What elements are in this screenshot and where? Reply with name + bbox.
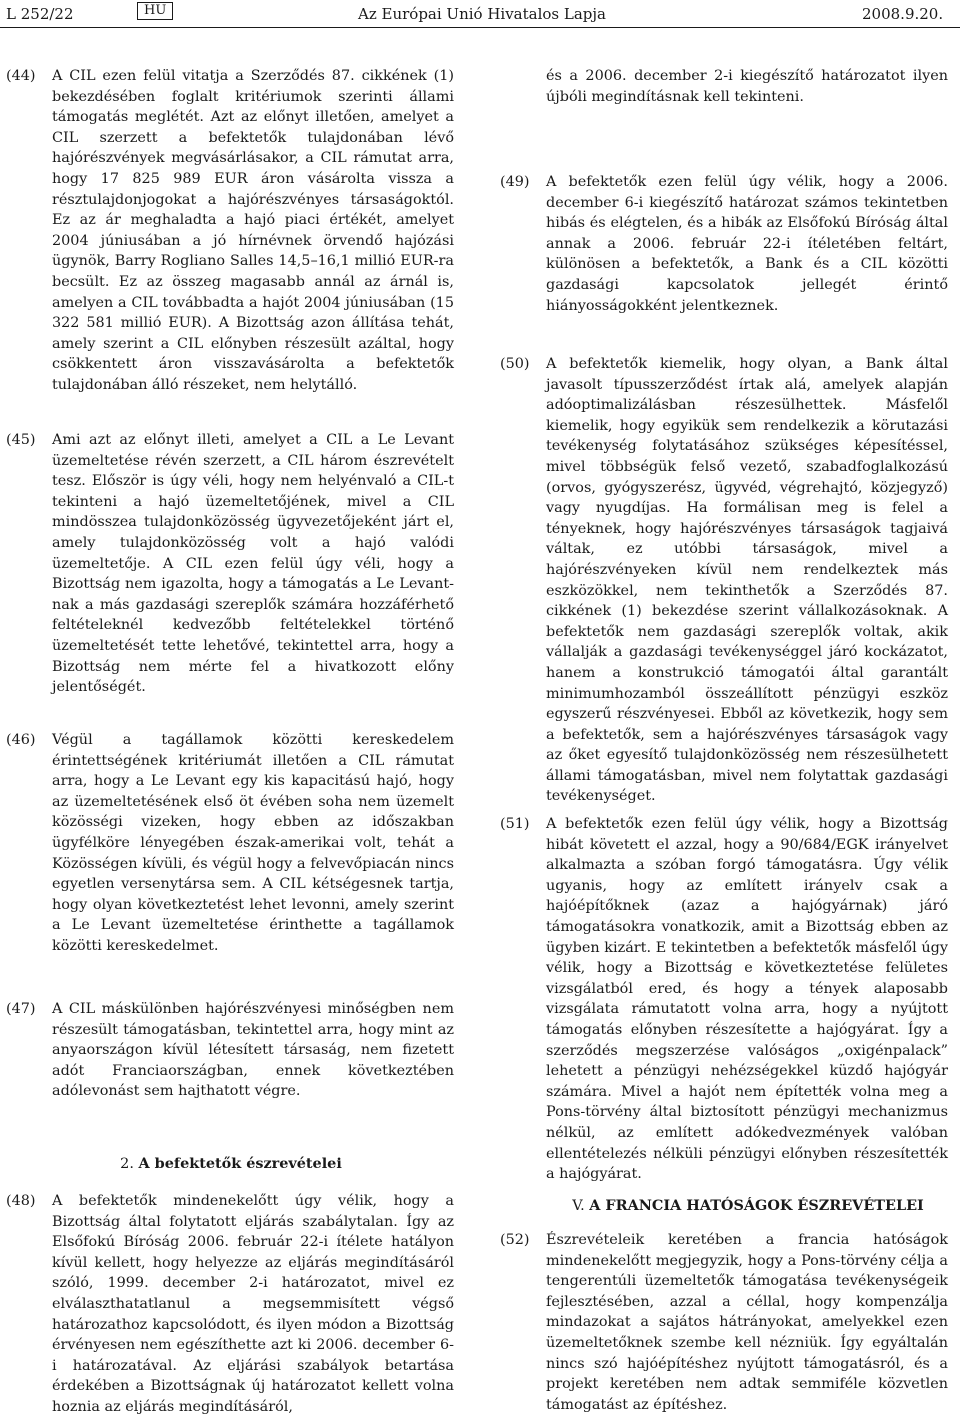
paragraph-number: (52)	[500, 1232, 530, 1248]
section-heading-5	[546, 1196, 950, 1216]
language-badge: HU	[137, 2, 173, 20]
paragraph-number: (47)	[6, 1001, 36, 1017]
header-divider	[0, 27, 960, 28]
paragraph-48-continued: és a 2006. december 2-i kiegészítő határozatot ilyen újbóli megindításnak kell tekinteni.	[546, 68, 948, 105]
page-header	[0, 0, 960, 30]
publication-date: 2008.9.20.	[862, 5, 944, 23]
paragraph-number: (44)	[6, 68, 36, 84]
section-number: V.	[572, 1198, 585, 1214]
paragraph-number: (51)	[500, 816, 530, 832]
section-title: A FRANCIA HATÓSÁGOK ÉSZREVÉTELEI	[589, 1197, 924, 1214]
paragraph-text: A befektetők ezen felül úgy vélik, hogy a 2006. december 6-i kiegészítő határozat számos tekintetben hibás és elégtelen, és a hibák az Elsőfokú Bíróság által annak a 2006. február 22-i ítéletében feltárt, különösen a befektetők, a Bank és a CIL közötti gazdasági kapcsolatok jellegét érintő hiányosságokként jelentkeznek.	[546, 174, 948, 314]
page-reference: L 252/22	[6, 5, 74, 23]
paragraph-number: (49)	[500, 174, 530, 190]
paragraph-number: (46)	[6, 732, 36, 748]
paragraph-text: Észrevételeik keretében a francia hatóságok mindenekelőtt megjegyzik, hogy a Pons-törvény célja a tengerentúli üzemeltetők támogatása tevékenységeik fejlesztésében, azzal a céllal, hogy kompenzálja mindazokat a sajátos hátrányokat, amelyekkel ezen üzemeltetőknek szembe kell nézniük. Így egyáltalán nincs szó hajóépítéshez nyújtott támogatásról, és a projekt keretében nem adtak semmiféle közvetlen támogatást az építéshez.	[546, 1232, 948, 1413]
paragraph-number: (50)	[500, 356, 530, 372]
section-title: A befektetők észrevételei	[138, 1155, 342, 1172]
paragraph-number: (48)	[6, 1193, 36, 1209]
paragraph-text: A befektetők ezen felül úgy vélik, hogy a Bizottság hibát követett el azzal, hogy a 90/684/EGK irányelvet alkalmazta a szóban forgó támogatásra. Úgy vélik ugyanis, hogy az említett irányelv csak a hajóépítőknek (azaz a hajógyárnak) járó támogatásokra vonatkozik, amit a Bizottság ebben az ügyben kizárt. E tekintetben a befektetők másfelől úgy vélik, hogy a Bizottság e következtetése felületes vizsgálatból ered, és hogy a tények alaposabb vizsgálata rámutatott volna arra, hogy a nyújtott támogatás előnyben részesítette a hajógyárat. Így a szerződés megszerzése valóságos „oxigénpalack” lehetett a pénzügyi nehézségekkel küzdő hajógyár számára. Mivel a hajót nem építették volna meg a Pons-törvény által biztosított pénzügyi mechanizmus nélkül, az említett adókedvezmények valóban ellentételezés nélküli pénzügyi előnyben részesítették a hajógyárat.	[546, 816, 948, 1183]
paragraph-number: (45)	[6, 432, 36, 448]
paragraph-text: A CIL ezen felül vitatja a Szerződés 87. cikkének (1) bekezdésében foglalt kritériumok szerinti állami támogatás meglétét. Azt az előnyt illetően, amelyet a CIL szerzett a befektetők tulajdonában lévő hajórészvények megvásárlásakor, a CIL rámutat arra, hogy 17 825 989 EUR áron vásárolta vissza a résztulajdonjogokat a hajórészvényes társaságoktól. Ez az ár meghaladta a hajó piaci értékét, amelyet 2004 júniusában a jó hírnévnek örvendő hajózási ügynök, Barry Rogliano Salles 14,5–16,1 millió EUR-ra becsült. Ez az összeg magasabb annál az árnál is, amelyen a CIL továbbadta a hajót 2004 júniusában (15 322 581 millió EUR). A Bizottság azon állítása tehát, amely szerint a CIL előnyben részesült azáltal, hogy csökkentett áron visszavásárolta a befektetők tulajdonában álló részeket, nem helytálló.	[52, 68, 454, 393]
section-heading-2	[6, 1154, 456, 1174]
paragraph-text: A befektetők mindenekelőtt úgy vélik, hogy a Bizottság által folytatott eljárás szabálytalan. Így az Elsőfokú Bíróság 2006. február 22-i ítélete hatályon kívül kellett, hogy helyezze az eljárás megindításáról szóló, 1999. december 2-i határozatot, mivel ez elválaszthatatlanul a megsemmisített végső határozathoz kapcsolódott, és ilyen módon a Bizottság érvényesen nem egészíthette azt ki 2006. december 6-i határozatával. Az eljárási szabályok betartása érdekében a Bizottságnak új határozatot kellett volna hoznia az eljárás megindításáról,	[52, 1193, 454, 1415]
journal-title: Az Európai Unió Hivatalos Lapja	[358, 5, 606, 23]
paragraph-text: Végül a tagállamok közötti kereskedelem érintettségének kritériumát illetően a CIL rámutat arra, hogy a Le Levant egy kis kapacitású hajó, hogy az üzemeltetésének első öt évében soha nem üzemelt közösségi vizeken, hogy ebben az időszakban ügyfélköre lényegében észak-amerikai volt, tehát a Közösségen kívüli, és végül hogy a felvevőpiacán nincs egyetlen versenytársa sem. A CIL kétségesnek tartja, hogy olyan következtetést lehet levonni, amely szerint a Le Levant üzemeltetése érinthette a tagállamok közötti kereskedelmet.	[52, 732, 454, 954]
paragraph-text: A CIL máskülönben hajórészvényesi minőségben nem részesült támogatásban, tekintettel arra, hogy mint az anyaországon kívül létesített társaság, nem fizetett adót Franciaországban, ennek következtében adólevonást sem hajthatott végre.	[52, 1001, 454, 1100]
section-number: 2.	[120, 1156, 134, 1172]
paragraph-text: Ami azt az előnyt illeti, amelyet a CIL a Le Levant üzemeltetése révén szerzett, a CIL három észrevételt tesz. Először is úgy véli, hogy nem helyénvaló a CIL-t tekinteni a hajó üzemeltetőjének, mivel a CIL mindösszea tulajdonközösség ügyvezetőjeként járt el, amely tulajdonközösség volt a hajó valódi üzemeltetője. A CIL ezen felül úgy véli, hogy a Bizottság nem igazolta, hogy a támogatás a Le Levant-nak a más gazdasági szereplők számára hozzáférhető feltételeknél kedvezőbb feltételekkel történő üzemeltetését tette lehetővé, tekintettel arra, hogy a Bizottság nem mérte fel a hivatkozott előny jelentőségét.	[52, 432, 454, 696]
paragraph-text: A befektetők kiemelik, hogy olyan, a Bank által javasolt típusszerződést írtak alá, amelyek alapján adóoptimalizálásban részesülhettek. Másfelől kiemelik, hogy egyikük sem rendelkezik a körutazási tevékenység folytatásához szükséges képesítéssel, mivel többségük felső vezető, szabadfoglalkozású (orvos, gyógyszerész, ügyvéd, végrehajtó, közjegyző) vagy nyugdíjas. Ha formálisan meg is felel a tényeknek, hogy hajórészvényes társaságok tagjaivá váltak, ez utóbbi társaságok, mivel a hajórészvényeken kívül nem rendelkeztek más eszközökkel, nem tekinthetők a Szerződés 87. cikkének (1) bekezdése szerint vállalkozásoknak. A befektetők nem gazdasági szereplők voltak, akik vállalják a gazdasági tevékenységgel járó kockázatot, hanem a konstrukció támogatói által garantált minimumhozamból összeállított pénzügyi eszköz egyszerű részvényesei. Ebből az következik, hogy sem a befektetők, sem a hajórészvényes társaságok vagy az őket egyesítő tulajdonközösség nem részesülhetett állami támogatásban, mivel nem folytattak gazdasági tevékenységet.	[546, 356, 948, 805]
